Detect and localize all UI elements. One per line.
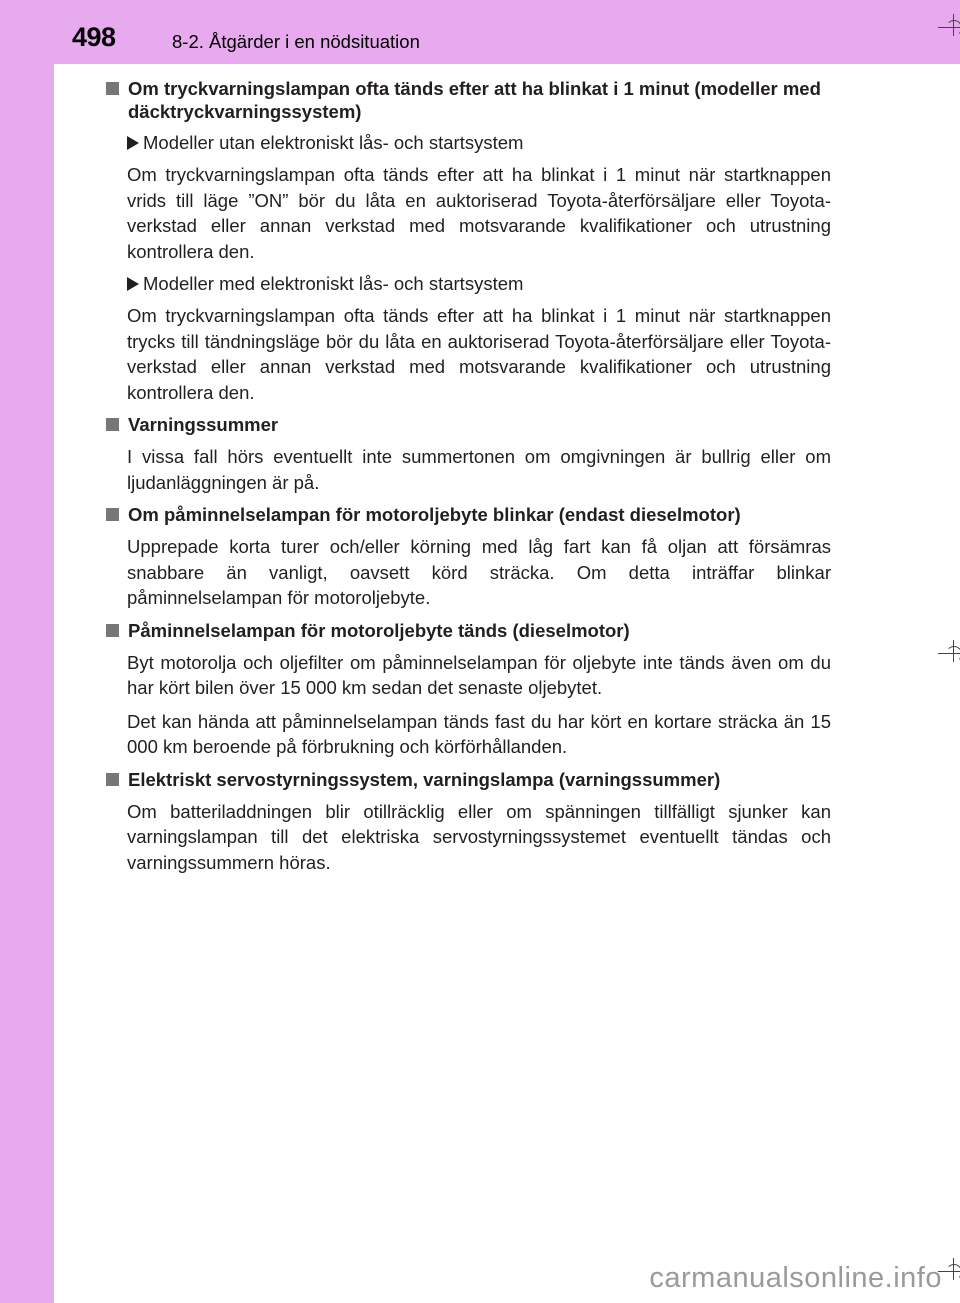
subheading (127, 131, 831, 154)
heading-text: Om påminnelselampan för motoroljebyte blinkar (endast dieselmotor) (128, 504, 741, 525)
triangle-bullet-icon (127, 277, 139, 291)
section-heading (103, 77, 831, 123)
paragraph: Om tryckvarningslampan ofta tänds efter att ha blinkat i 1 minut när startknappen vrids till läge ”ON” bör du låta en auktoriserad Toyota-återförsäljare eller Toyota-verkstad eller annan verkstad med motsvarande kvalifikationer och utrustning kontrollera den. (127, 164, 831, 262)
subheading-text: Modeller med elektroniskt lås- och startsystem (143, 273, 524, 294)
section-title: 8-2. Åtgärder i en nödsituation (172, 31, 420, 52)
page-sidebar (0, 0, 54, 1303)
square-bullet-icon (106, 624, 119, 637)
triangle-bullet-icon (127, 136, 139, 150)
heading-text: Varningssummer (128, 414, 279, 435)
heading-text: Påminnelselampan för motoroljebyte tänds (dieselmotor) (128, 619, 630, 641)
square-bullet-icon (106, 773, 119, 786)
section-heading (103, 503, 831, 526)
square-bullet-icon (106, 418, 119, 431)
paragraph: Det kan hända att påminnelselampan tänds fast du har kört en kortare sträcka än 15 000 km beroende på förbrukning och körförhållanden. (127, 710, 831, 757)
page-content (103, 77, 831, 883)
subheading-text: Modeller utan elektroniskt lås- och startsystem (143, 132, 524, 153)
section-heading (103, 413, 831, 436)
watermark-text: carmanualsonline.info (649, 1262, 942, 1294)
paragraph: I vissa fall hörs eventuellt inte summertonen om omgivningen är bullrig eller om ljudanläggningen är på. (127, 446, 831, 493)
heading-text: Om tryckvarningslampan ofta tänds efter att ha blinkat i 1 minut (modeller med däcktryckvarningssystem) (128, 78, 821, 122)
paragraph: Om batteriladdningen blir otillräcklig eller om spänningen tillfälligt sjunker kan varningslampan till det elektriska servostyrningssystemet eventuellt tändas och varningssummern höras. (127, 800, 831, 873)
paragraph: Om tryckvarningslampan ofta tänds efter att ha blinkat i 1 minut när startknappen trycks till tändningsläge bör du låta en auktoriserad Toyota-återförsäljare eller Toyota-verkstad eller annan verkstad med motsvarande kvalifikationer och utrustning kontrollera den. (127, 305, 831, 403)
paragraph: Byt motorolja och oljefilter om påminnelselampan för oljebyte inte tänds även om du har kört bilen över 15 000 km sedan det senaste oljebytet. (127, 651, 831, 698)
square-bullet-icon (106, 508, 119, 521)
section-heading (103, 768, 831, 791)
heading-text: Elektriskt servostyrningssystem, varningslampa (varningssummer) (128, 768, 721, 790)
square-bullet-icon (106, 82, 119, 95)
subheading (127, 272, 831, 295)
section-heading (103, 619, 831, 642)
page-number: 498 (72, 22, 116, 52)
paragraph: Upprepade korta turer och/eller körning med låg fart kan få oljan att försämras snabbare än vanligt, oavsett körd sträcka. Om detta inträffar blinkar påminnelselampan för motoroljebyte. (127, 536, 831, 608)
